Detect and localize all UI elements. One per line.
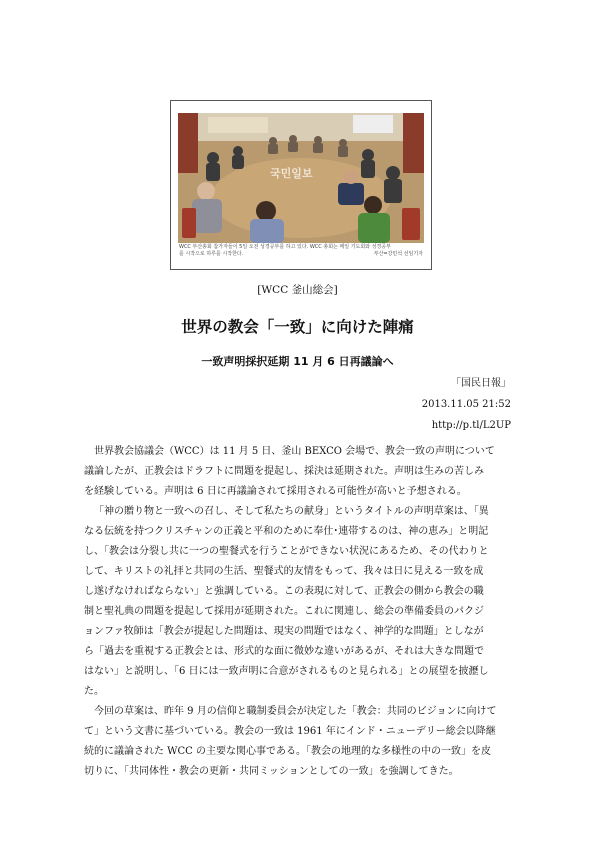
watermark-logo: 국민일보 (270, 167, 313, 180)
article-line: 世界教会協議会（WCC）は 11 月 5 日、釜山 BEXCO 会場で、教会一致の声明について (94, 446, 495, 457)
article-line: 議論したが、正教会はドラフトに問題を提起し、採決は延期された。声明は生みの苦しみ (84, 466, 484, 477)
article-line: 切りに、「共同体性・教会の更新・共同ミッションとしての一致」を強調してきた。 (84, 766, 459, 777)
article-line: 続的に議論された WCC の主要な関心事である。「教会の地理的な多様性の中の一致」を皮 (84, 746, 491, 757)
caption-line-2: 를 시작으로 하루를 시작한다. (179, 251, 244, 257)
article-line: 「神の贈り物と一致への召し、そして私たちの献身」というタイトルの声明草案は、「異 (94, 506, 489, 517)
article-meta (422, 373, 511, 436)
article-subtitle: 一致声明採択延期 11 月 6 日再議論へ (201, 355, 394, 368)
article-line: た。 (84, 686, 104, 697)
source-tag: [WCC 釜山総会] (257, 284, 338, 296)
article-line: 制と聖礼典の問題を提起して採用が延期された。これに関連し、総会の準備委員のパクジ (84, 606, 484, 617)
article-line: ら「過去を重視する正教会とは、形式的な面に微妙な違いがあるが、それは大きな問題で (84, 646, 484, 657)
photo-caption (179, 244, 425, 258)
article-line: して、キリストの礼拝と共同の生活、聖餐式的友情をもって、我々は日に見える一致を成 (84, 566, 484, 577)
source-url[interactable]: http://p.tl/L2UP (431, 420, 511, 431)
article-line: し、「教会は分裂し共に一つの聖餐式を行うことができない状況にあるため、その代わりと (84, 546, 489, 557)
caption-line-1: WCC 부산총회 참가자들이 5일 오전 성경공부를 하고 있다. WCC 총회는 매일 기도회와 성경공부 (179, 244, 391, 250)
news-photo (178, 113, 424, 243)
article-line: なる伝統を持つクリスチャンの正義と平和のために奉仕･連帯するのは、神の恵み」と明記 (84, 526, 489, 537)
article-line: て」という文書に基づいている。教会の一致は 1961 年にインド・ニューデリー総会以降継 (84, 726, 496, 737)
article-body (84, 442, 514, 782)
article-line: ョンファ牧師は「教会が提起した問題は、現実の問題ではなく、神学的な問題」としなが (84, 626, 484, 637)
article-line: はない」と説明し、「6 日には一致声明に合意がされるものと見られる」との展望を披瀝し (84, 666, 489, 677)
news-photo-frame (170, 100, 432, 270)
article-line: 今回の草案は、昨年 9 月の信仰と職制委員会が決定した「教会：共同のビジョンに向けて (94, 706, 497, 717)
article-line: し遂げなければならない」と強調している。この表現に対して、正教会の側から教会の職 (84, 586, 484, 597)
article-line: を経験している。声明は 6 日に再議論されて採用される可能性が高いと予想される。 (84, 486, 467, 497)
datetime: 2013.11.05 21:52 (421, 399, 511, 410)
photo-credit: 부산=강민석 선임기자 (373, 251, 423, 257)
article-title: 世界の教会「一致」に向けた陣痛 (181, 318, 414, 336)
publisher: 「国民日報」 (451, 378, 511, 389)
